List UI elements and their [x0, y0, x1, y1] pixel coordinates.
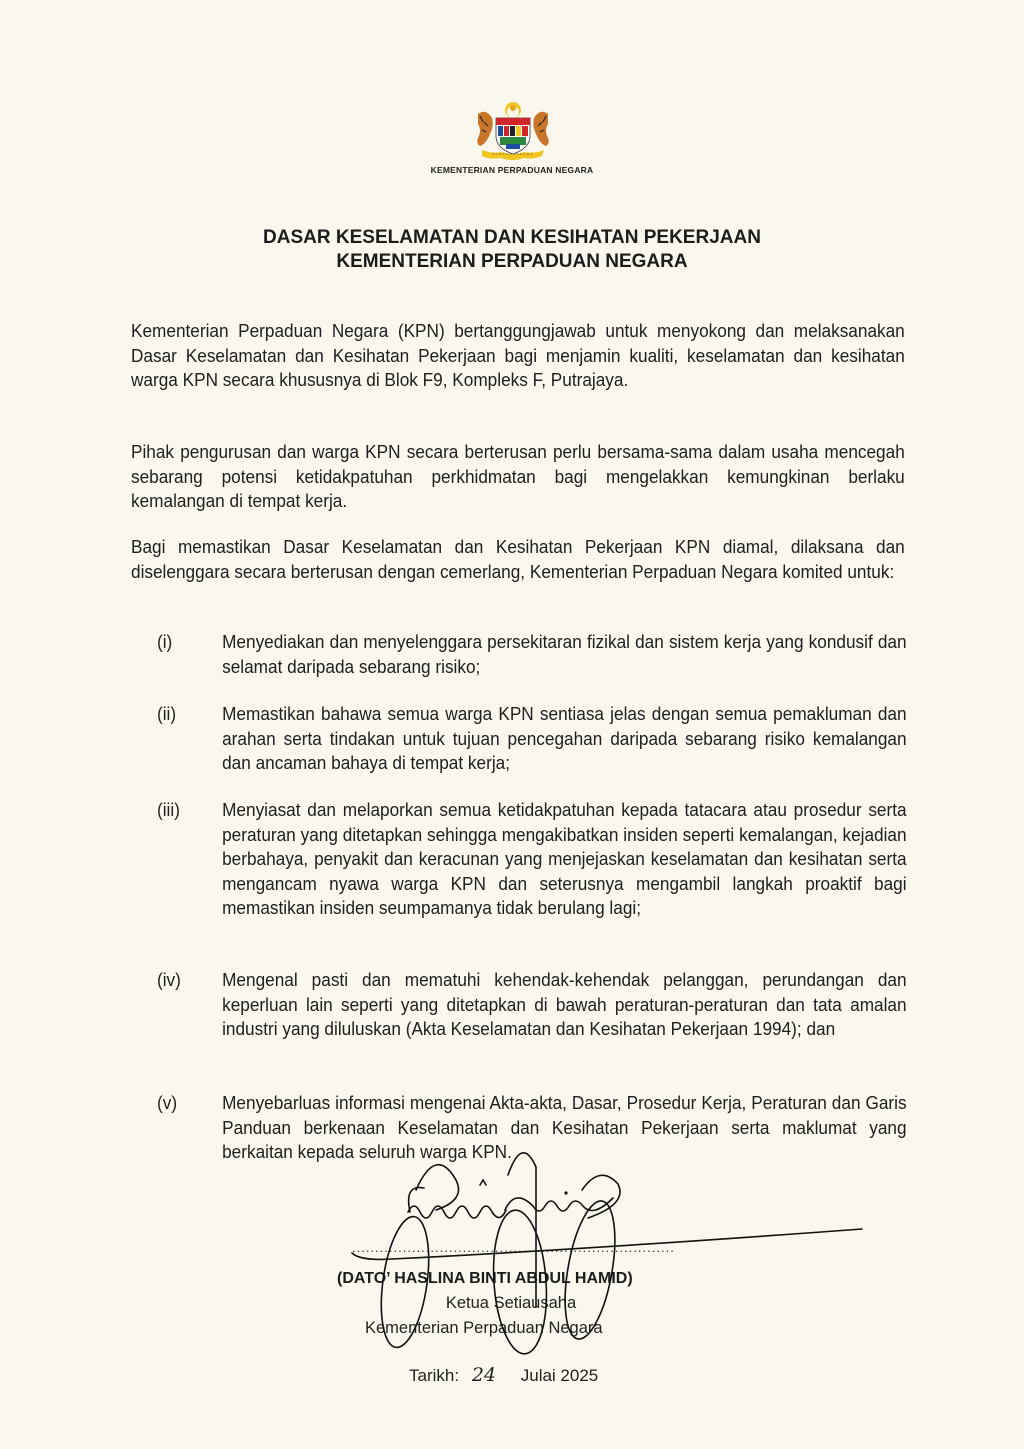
signatory-role: Ketua Setiausaha: [445, 1294, 577, 1312]
signatory-name: (DATO’ HASLINA BINTI ABDUL HAMID): [337, 1270, 633, 1287]
title-line-1: DASAR KESELAMATAN DAN KESIHATAN PEKERJAAN: [263, 227, 761, 248]
ministry-label: KEMENTERIAN PERPADUAN NEGARA: [430, 165, 594, 175]
title-line-2: KEMENTERIAN PERPADUAN NEGARA: [336, 251, 688, 272]
date-month-year: Julai 2025: [520, 1366, 599, 1385]
item-text: Mengenal pasti dan mematuhi kehendak-kehendak pelanggan, perundangan dan keperluan lain seperti yang ditetapkan di bawah peraturan-peraturan dan tata amalan industri yang diluluskan (Akta Keselamatan dan Kesihatan Pekerjaan 1994); dan: [222, 969, 907, 1039]
signatory-organization: Kementerian Perpaduan Negara: [365, 1319, 603, 1337]
item-text: Menyiasat dan melaporkan semua ketidakpatuhan kepada tatacara atau prosedur serta peraturan yang ditetapkan sehingga mengakibatkan insiden seperti kemalangan, kejadian berbahaya, penyakit dan keracunan yang menjejaskan keselamatan dan kesihatan serta mengancam nyawa warga KPN dan seterusnya mengambil langkah proaktif bagi memastikan insiden seumpamanya tidak berulang lagi;: [222, 799, 907, 918]
item-number: (iii): [157, 799, 180, 820]
item-text: Menyebarluas informasi mengenai Akta-akta, Dasar, Prosedur Kerja, Peraturan dan Garis Panduan berkenaan Keselamatan dan Kesihatan Pekerjaan serta maklumat yang berkaitan kepada seluruh warga KPN.: [222, 1092, 907, 1162]
item-number: (ii): [157, 703, 177, 724]
paragraph-commitment: Bagi memastikan Dasar Keselamatan dan Kesihatan Pekerjaan KPN diamal, dilaksana dan diselenggara secara berterusan dengan cemerlang, Kementerian Perpaduan Negara komited untuk:: [131, 536, 905, 582]
signature-dotted-line: ......................................................................: [352, 1240, 675, 1255]
date-label: Tarikh:: [409, 1366, 460, 1385]
date-line: [409, 1364, 598, 1386]
item-text: Memastikan bahawa semua warga KPN sentiasa jelas dengan semua pemakluman dan arahan serta tindakan untuk tujuan pencegahan daripada sebarang risiko kemalangan dan ancaman bahaya di tempat kerja;: [222, 703, 907, 773]
date-day-handwritten: 24: [471, 1364, 496, 1386]
item-number: (v): [157, 1092, 178, 1113]
item-number: (iv): [157, 969, 181, 990]
paragraph-management: Pihak pengurusan dan warga KPN secara berterusan perlu bersama-sama dalam usaha mencegah sebarang potensi ketidakpatuhan perkhidmatan bagi mengelakkan kemungkinan berlaku kemalangan di tempat kerja.: [131, 441, 905, 511]
paragraph-intro: Kementerian Perpaduan Negara (KPN) bertanggungjawab untuk menyokong dan melaksanakan Dasar Keselamatan dan Kesihatan Pekerjaan bagi menjamin kualiti, keselamatan dan kesihatan warga KPN secara khususnya di Blok F9, Kompleks F, Putrajaya.: [131, 320, 905, 390]
item-text: Menyediakan dan menyelenggara persekitaran fizikal dan sistem kerja yang kondusif dan selamat daripada sebarang risiko;: [222, 631, 907, 677]
item-number: (i): [157, 631, 173, 652]
